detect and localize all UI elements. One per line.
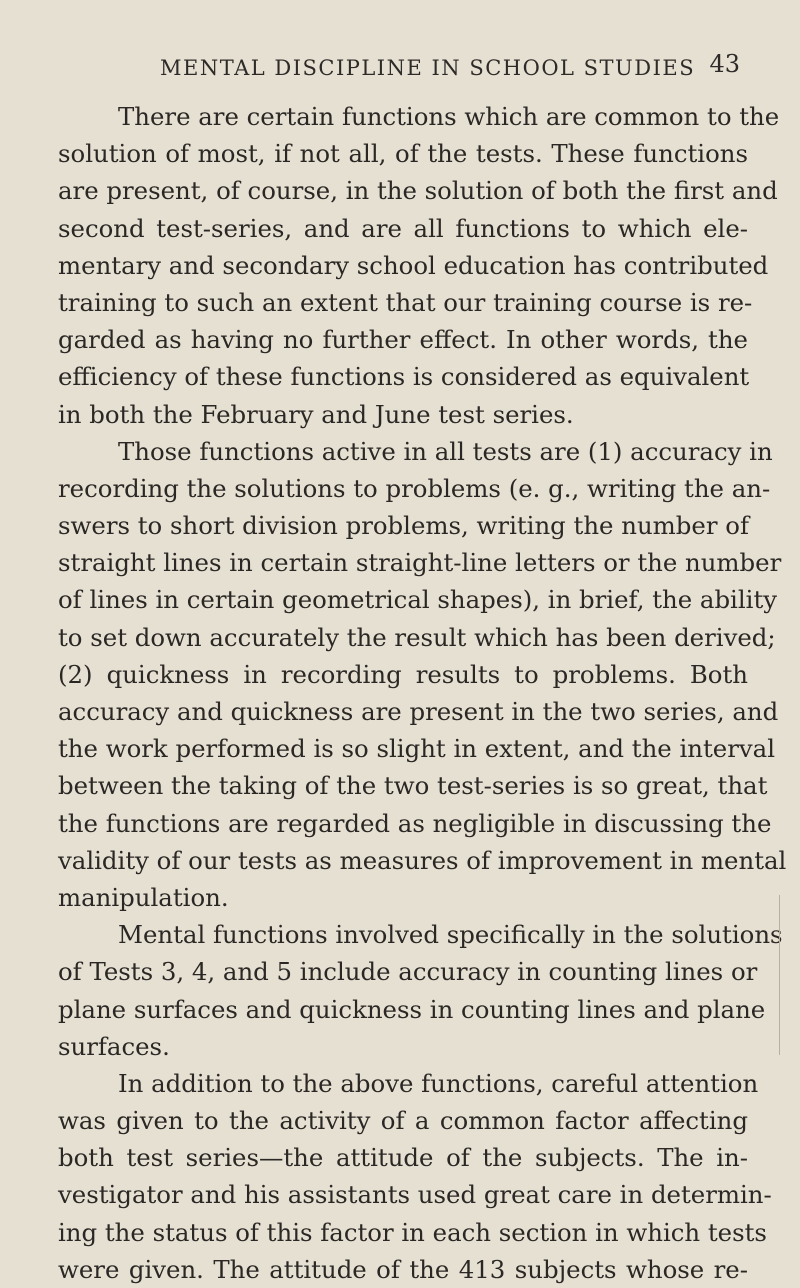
text-line: There are certain functions which are common to the xyxy=(118,102,780,131)
text-line: second test-series, and are all functions to which ele- xyxy=(58,213,748,243)
text-line: in both the February and June test series. xyxy=(58,399,574,429)
text-line: swers to short division problems, writing the number of xyxy=(58,511,749,541)
text-line: Those functions active in all tests are (1) accuracy in xyxy=(118,436,773,466)
text-line: mentary and secondary school education has contributed xyxy=(58,250,769,280)
text-line: was given to the activity of a common factor affecting xyxy=(58,1106,748,1136)
text-line: In addition to the above functions, careful attention xyxy=(118,1068,759,1098)
text-line: of Tests 3, 4, and 5 include accuracy in counting lines or xyxy=(58,957,758,987)
margin-pencil-mark xyxy=(767,895,780,1055)
text-line: the functions are regarded as negligible in discussing the xyxy=(58,808,772,838)
text-line: recording the solutions to problems (e. g., writing the an- xyxy=(58,473,771,503)
page-number: 43 xyxy=(709,50,740,78)
text-line: surfaces. xyxy=(58,1031,170,1061)
text-line: plane surfaces and quickness in counting lines and plane xyxy=(58,994,766,1024)
text-line: validity of our tests as measures of improvement in mental xyxy=(58,845,787,875)
running-title: MENTAL DISCIPLINE IN SCHOOL STUDIES xyxy=(160,56,696,80)
text-line: accuracy and quickness are present in the two series, and xyxy=(58,697,779,726)
text-line: garded as having no further effect. In other words, the xyxy=(58,325,748,355)
text-line: vestigator and his assistants used great care in determin- xyxy=(58,1180,772,1210)
body-text xyxy=(58,98,787,1288)
running-head xyxy=(0,50,800,86)
text-line: training to such an extent that our training course is re- xyxy=(58,287,753,317)
text-line: of lines in certain geometrical shapes), in brief, the ability xyxy=(58,585,778,615)
text-line: (2) quickness in recording results to problems. Both xyxy=(58,659,748,689)
text-line: ing the status of this factor in each section in which tests xyxy=(58,1217,767,1247)
text-line: to set down accurately the result which has been derived; xyxy=(58,622,776,652)
text-line: solution of most, if not all, of the tests. These functions xyxy=(58,139,748,169)
text-line: the work performed is so slight in extent, and the interval xyxy=(58,734,776,764)
text-line: are present, of course, in the solution of both the first and xyxy=(58,176,778,206)
text-line: straight lines in certain straight-line letters or the number xyxy=(58,548,782,578)
text-line: efficiency of these functions is considered as equivalent xyxy=(58,362,750,392)
text-line: between the taking of the two test-series is so great, that xyxy=(58,771,768,801)
text-line: both test series—the attitude of the subjects. The in- xyxy=(58,1143,748,1173)
text-line: Mental functions involved specifically in the solutions xyxy=(118,920,783,950)
text-line: manipulation. xyxy=(58,882,229,912)
text-line: were given. The attitude of the 413 subjects whose re- xyxy=(58,1254,748,1284)
